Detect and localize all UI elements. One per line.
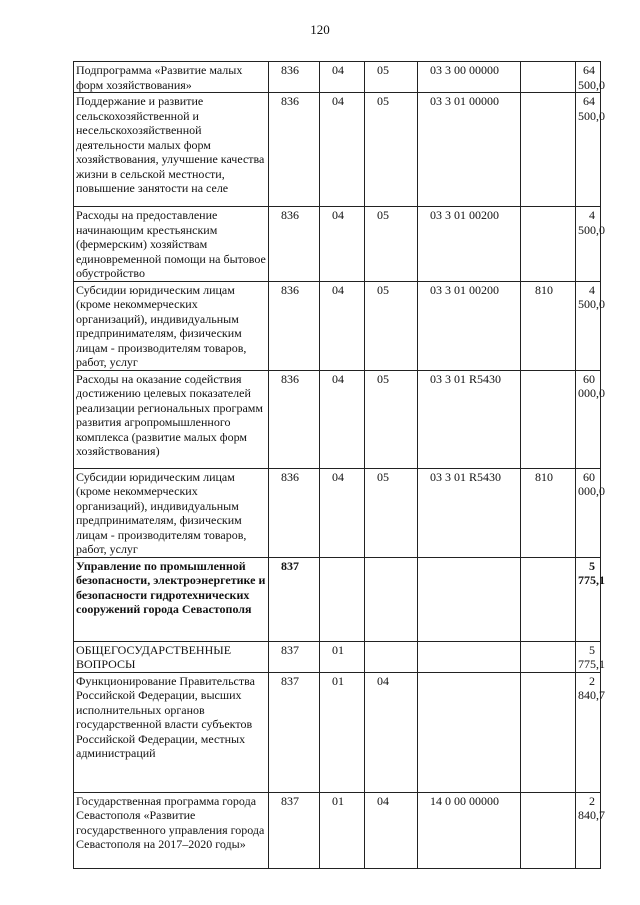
- row-grbs-code-cell: 836: [269, 207, 320, 282]
- table-row: [74, 370, 601, 468]
- row-name-cell: Подпрограмма «Развитие малых форм хозяйствования»: [74, 62, 269, 93]
- row-section-code-cell: 04: [320, 207, 365, 282]
- row-expense-type-cell: [521, 641, 576, 672]
- row-grbs-code-cell: 837: [269, 557, 320, 641]
- row-section-code-cell: 04: [320, 281, 365, 370]
- table-row: [74, 207, 601, 282]
- row-target-article-cell: 03 3 01 00200: [418, 207, 521, 282]
- row-name-cell: Государственная программа города Севастополя «Развитие государственного управления города Севастополя на 2017–2020 годы»: [74, 792, 269, 868]
- row-grbs-code-cell: 836: [269, 62, 320, 93]
- row-target-article-cell: 03 3 01 00000: [418, 93, 521, 207]
- row-subsection-code-cell: 05: [365, 370, 418, 468]
- row-amount-cell: 4 500,0: [576, 281, 601, 370]
- row-subsection-code-cell: 05: [365, 207, 418, 282]
- row-expense-type-cell: 810: [521, 468, 576, 557]
- row-subsection-code-cell: [365, 641, 418, 672]
- row-amount-cell: 60 000,0: [576, 468, 601, 557]
- row-expense-type-cell: 810: [521, 281, 576, 370]
- row-expense-type-cell: [521, 93, 576, 207]
- row-target-article-cell: 03 3 01 R5430: [418, 370, 521, 468]
- row-name-cell: Расходы на предоставление начинающим крестьянским (фермерским) хозяйствам единовременной помощи на бытовое обустройство: [74, 207, 269, 282]
- row-name-cell: Поддержание и развитие сельскохозяйственной и несельскохозяйственной деятельности малых форм хозяйствования, улучшение качества жизни в сельской местности, повышение занятости на селе: [74, 93, 269, 207]
- row-section-code-cell: 04: [320, 370, 365, 468]
- row-name-cell: Субсидии юридическим лицам (кроме некоммерческих организаций), индивидуальным предпринимателям, физическим лицам - производителям товаров, работ, услуг: [74, 281, 269, 370]
- row-amount-cell: 2 840,7: [576, 672, 601, 792]
- row-section-code-cell: 01: [320, 641, 365, 672]
- row-subsection-code-cell: 05: [365, 281, 418, 370]
- row-expense-type-cell: [521, 672, 576, 792]
- row-target-article-cell: 03 3 01 R5430: [418, 468, 521, 557]
- row-grbs-code-cell: 836: [269, 281, 320, 370]
- row-expense-type-cell: [521, 207, 576, 282]
- row-grbs-code-cell: 836: [269, 93, 320, 207]
- row-grbs-code-cell: 836: [269, 468, 320, 557]
- row-target-article-cell: 14 0 00 00000: [418, 792, 521, 868]
- table-row: [74, 468, 601, 557]
- row-name-cell: ОБЩЕГОСУДАРСТВЕННЫЕ ВОПРОСЫ: [74, 641, 269, 672]
- row-amount-cell: 5 775,1: [576, 557, 601, 641]
- table-row: [74, 281, 601, 370]
- table-row: [74, 62, 601, 93]
- row-name-cell: Расходы на оказание содействия достижению целевых показателей реализации региональных программ развития агропромышленного комплекса (развитие малых форм хозяйствования): [74, 370, 269, 468]
- row-name-cell: Субсидии юридическим лицам (кроме некоммерческих организаций), индивидуальным предпринимателям, физическим лицам - производителям товаров, работ, услуг: [74, 468, 269, 557]
- row-subsection-code-cell: [365, 557, 418, 641]
- row-section-code-cell: 01: [320, 672, 365, 792]
- row-expense-type-cell: [521, 370, 576, 468]
- row-name-cell: Функционирование Правительства Российской Федерации, высших исполнительных органов государственной власти субъектов Российской Федерации, местных администраций: [74, 672, 269, 792]
- table-row: [74, 557, 601, 641]
- row-expense-type-cell: [521, 62, 576, 93]
- row-grbs-code-cell: 837: [269, 792, 320, 868]
- row-amount-cell: 64 500,0: [576, 62, 601, 93]
- page-number: 120: [310, 22, 330, 37]
- row-grbs-code-cell: 836: [269, 370, 320, 468]
- row-subsection-code-cell: 05: [365, 62, 418, 93]
- row-section-code-cell: 04: [320, 62, 365, 93]
- table-row: [74, 672, 601, 792]
- row-subsection-code-cell: 04: [365, 672, 418, 792]
- budget-table: [73, 61, 605, 869]
- row-amount-cell: 2 840,7: [576, 792, 601, 868]
- row-amount-cell: 4 500,0: [576, 207, 601, 282]
- row-name-cell: Управление по промышленной безопасности, электроэнергетике и безопасности гидротехнических сооружений города Севастополя: [74, 557, 269, 641]
- table-row: [74, 641, 601, 672]
- row-subsection-code-cell: 05: [365, 93, 418, 207]
- table-row: [74, 93, 601, 207]
- table-row: [74, 792, 601, 868]
- row-target-article-cell: 03 3 00 00000: [418, 62, 521, 93]
- row-target-article-cell: [418, 557, 521, 641]
- row-amount-cell: 5 775,1: [576, 641, 601, 672]
- row-section-code-cell: 04: [320, 93, 365, 207]
- row-subsection-code-cell: 05: [365, 468, 418, 557]
- row-grbs-code-cell: 837: [269, 672, 320, 792]
- row-target-article-cell: [418, 641, 521, 672]
- row-section-code-cell: [320, 557, 365, 641]
- budget-table-body: [74, 62, 605, 869]
- row-section-code-cell: 01: [320, 792, 365, 868]
- row-target-article-cell: [418, 672, 521, 792]
- row-grbs-code-cell: 837: [269, 641, 320, 672]
- row-amount-cell: 64 500,0: [576, 93, 601, 207]
- row-section-code-cell: 04: [320, 468, 365, 557]
- row-subsection-code-cell: 04: [365, 792, 418, 868]
- row-target-article-cell: 03 3 01 00200: [418, 281, 521, 370]
- row-expense-type-cell: [521, 792, 576, 868]
- row-amount-cell: 60 000,0: [576, 370, 601, 468]
- row-expense-type-cell: [521, 557, 576, 641]
